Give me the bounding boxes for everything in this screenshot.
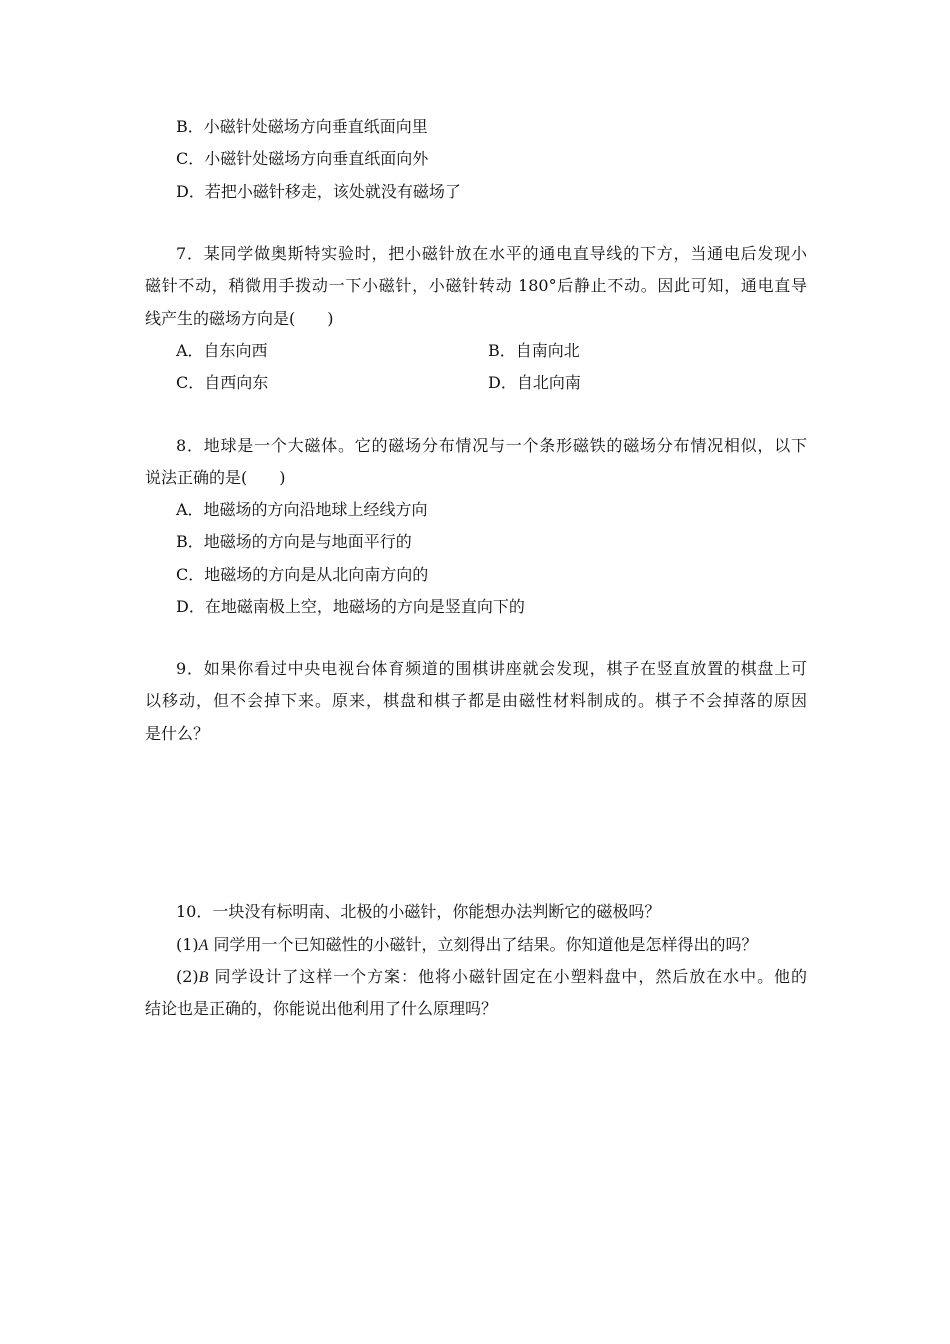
q8-option-b: B．地磁场的方向是与地面平行的: [176, 532, 412, 551]
q10-part1-text: 同学用一个已知磁性的小磁针，立刻得出了结果。你知道他是怎样得出的吗？: [208, 935, 758, 954]
q10-part1-var: A: [198, 937, 209, 954]
q7-option-b: B．自南向北: [488, 341, 580, 360]
q9-stem-line2: 以移动，但不会掉下来。原来，棋盘和棋子都是由磁性材料制成的。棋子不会掉落的原因: [145, 691, 807, 710]
q7-stem-line1: 7．某同学做奥斯特实验时，把小磁针放在水平的通电直导线的下方，当通电后发现小: [176, 244, 807, 263]
q9-stem-line1: 9．如果你看过中央电视台体育频道的围棋讲座就会发现，棋子在竖直放置的棋盘上可: [176, 659, 807, 678]
q6-option-d: D．若把小磁针移走，该处就没有磁场了: [176, 182, 461, 201]
q10-part2: [145, 966, 807, 989]
q8-option-c: C．地磁场的方向是从北向南方向的: [176, 565, 429, 584]
q10-part2-var: B: [198, 969, 209, 986]
q7-option-d: D．自北向南: [488, 373, 581, 392]
q6-option-c: C．小磁针处磁场方向垂直纸面向外: [176, 149, 429, 168]
q9-stem-line3: 是什么？: [145, 724, 210, 743]
q10-stem: 10．一块没有标明南、北极的小磁针，你能想办法判断它的磁极吗？: [176, 902, 661, 921]
q10-part2-prefix: (2): [176, 967, 199, 986]
q7-option-a: A．自东向西: [176, 341, 268, 360]
q10-part2-text: 同学设计了这样一个方案：他将小磁针固定在小塑料盘中，然后放在水中。他的: [208, 967, 807, 986]
q10-part1: [176, 934, 758, 957]
q8-option-a: A．地磁场的方向沿地球上经线方向: [176, 500, 428, 519]
q7-stem-line2: 磁针不动，稍微用手拨动一下小磁针，小磁针转动 180°后静止不动。因此可知，通电直导: [145, 276, 807, 295]
q8-stem-line2: 说法正确的是( ): [145, 468, 286, 487]
q7-option-c: C．自西向东: [176, 373, 269, 392]
q10-part2-line2: 结论也是正确的，你能说出他利用了什么原理吗？: [145, 999, 498, 1018]
q6-option-b: B．小磁针处磁场方向垂直纸面向里: [176, 117, 428, 136]
q8-stem-line1: 8．地球是一个大磁体。它的磁场分布情况与一个条形磁铁的磁场分布情况相似，以下: [176, 436, 807, 455]
q7-stem-line3: 线产生的磁场方向是( ): [145, 309, 334, 328]
q8-option-d: D．在地磁南极上空，地磁场的方向是竖直向下的: [176, 597, 525, 616]
q10-part1-prefix: (1): [176, 935, 199, 954]
